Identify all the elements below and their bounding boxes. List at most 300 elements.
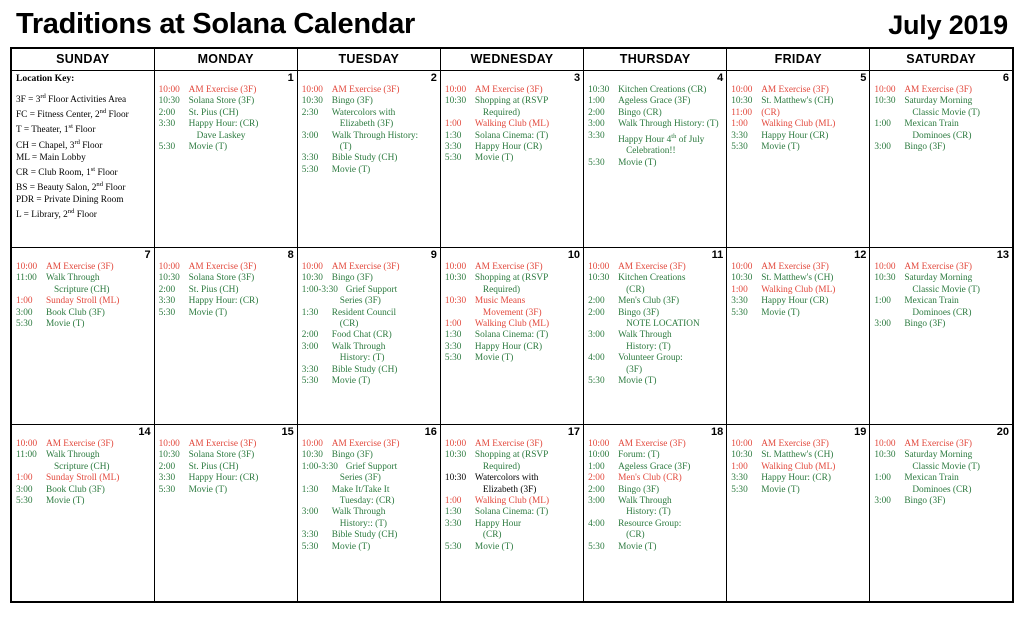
calendar-event[interactable] xyxy=(588,308,723,319)
event-time: 1:00 xyxy=(16,296,33,307)
calendar-event[interactable] xyxy=(159,273,294,284)
calendar-event[interactable] xyxy=(874,462,1009,473)
calendar-event[interactable] xyxy=(731,439,866,450)
calendar-event[interactable] xyxy=(731,119,866,130)
calendar-event[interactable] xyxy=(16,308,151,319)
event-description: History:: (T) xyxy=(339,518,388,529)
event-description: Movement (3F) xyxy=(482,307,542,318)
calendar-day-cell[interactable] xyxy=(584,71,727,248)
event-description: AM Exercise (3F) xyxy=(761,85,829,95)
event-time: 10:30 xyxy=(158,96,180,107)
calendar-event[interactable] xyxy=(159,85,294,96)
calendar-event[interactable] xyxy=(588,542,723,553)
month-label: July 2019 xyxy=(888,10,1008,40)
event-time: 3:30 xyxy=(731,130,748,141)
calendar-event[interactable] xyxy=(16,439,151,450)
event-description: AM Exercise (3F) xyxy=(904,262,972,272)
day-events xyxy=(302,439,437,553)
event-description: Walk Through xyxy=(618,330,672,341)
calendar-event[interactable] xyxy=(445,108,580,119)
event-time: 5:30 xyxy=(444,353,462,364)
event-time: 5:30 xyxy=(158,484,176,495)
event-time: 10:00 xyxy=(731,439,753,449)
event-time: 5:30 xyxy=(588,157,605,168)
calendar-event[interactable] xyxy=(445,439,580,450)
calendar-event[interactable] xyxy=(731,473,866,484)
event-time: 1:00 xyxy=(731,284,748,295)
calendar-event[interactable] xyxy=(302,485,437,496)
calendar-event[interactable] xyxy=(588,158,723,169)
event-time: 1:00 xyxy=(874,119,891,130)
calendar-event[interactable] xyxy=(445,319,580,330)
event-description: Solana Cinema: (T) xyxy=(474,130,549,141)
location-key-line: 3F = 3rd Floor Activities Area xyxy=(16,93,127,106)
calendar-event[interactable] xyxy=(445,96,580,107)
calendar-event[interactable] xyxy=(302,330,437,341)
event-description: Solana Store (3F) xyxy=(188,273,255,284)
calendar-event[interactable] xyxy=(731,262,866,273)
calendar-event[interactable] xyxy=(588,519,723,530)
event-description: Bingo (CR) xyxy=(618,107,662,118)
calendar-event[interactable] xyxy=(445,519,580,530)
event-time: 5:30 xyxy=(301,376,319,387)
event-time: 3:00 xyxy=(301,507,319,518)
calendar-day-cell[interactable] xyxy=(870,425,1013,603)
calendar-event[interactable] xyxy=(731,285,866,296)
event-description: Walking Club (ML) xyxy=(761,461,836,472)
calendar-event[interactable] xyxy=(445,142,580,153)
event-time: 5:30 xyxy=(731,307,748,318)
calendar-event[interactable] xyxy=(302,119,437,130)
calendar-event[interactable] xyxy=(874,96,1009,107)
calendar-event[interactable] xyxy=(159,108,294,119)
calendar-event[interactable] xyxy=(874,439,1009,450)
calendar-day-cell[interactable] xyxy=(584,248,727,425)
calendar-event[interactable] xyxy=(16,273,151,284)
event-description: NOTE LOCATION xyxy=(626,319,700,330)
calendar-event[interactable] xyxy=(588,450,723,461)
location-key-line: ML = Main Lobby xyxy=(16,152,86,163)
calendar-event[interactable] xyxy=(588,262,723,273)
event-description: AM Exercise (3F) xyxy=(618,439,686,449)
event-description: Shopping at (RSVP xyxy=(474,273,549,284)
calendar-event[interactable] xyxy=(588,353,723,364)
calendar-event[interactable] xyxy=(588,85,723,96)
event-description: Elizabeth (3F) xyxy=(339,119,394,130)
event-time: 10:00 xyxy=(158,439,180,449)
calendar-event[interactable] xyxy=(445,262,580,273)
event-description: AM Exercise (3F) xyxy=(188,85,257,95)
day-number: 14 xyxy=(138,426,151,438)
event-description: Movie (T) xyxy=(331,164,371,175)
calendar-header xyxy=(10,6,1014,47)
calendar-day-cell[interactable] xyxy=(154,425,297,603)
calendar-event[interactable] xyxy=(588,342,723,353)
event-time: 3:00 xyxy=(588,119,605,130)
event-description: Walk Through History: xyxy=(331,130,419,141)
calendar-event[interactable] xyxy=(588,496,723,507)
event-time: 3:00 xyxy=(16,307,33,318)
page-title: Traditions at Solana Calendar xyxy=(16,8,416,40)
calendar-event[interactable] xyxy=(445,542,580,553)
event-time: 1:30 xyxy=(301,484,319,495)
calendar-event[interactable] xyxy=(302,496,437,507)
calendar-event[interactable] xyxy=(16,285,151,296)
event-description: AM Exercise (3F) xyxy=(331,262,400,272)
event-description: Saturday Morning xyxy=(904,273,973,284)
event-time: 10:00 xyxy=(731,85,753,95)
calendar-event[interactable] xyxy=(588,273,723,284)
event-description: AM Exercise (3F) xyxy=(331,85,400,95)
calendar-event[interactable] xyxy=(874,485,1009,496)
calendar-event[interactable] xyxy=(588,473,723,484)
event-time: 4:00 xyxy=(588,518,605,529)
day-events xyxy=(159,85,294,153)
calendar-event[interactable] xyxy=(874,450,1009,461)
calendar-event[interactable] xyxy=(588,108,723,119)
calendar-event[interactable] xyxy=(588,131,723,147)
day-number: 11 xyxy=(711,249,724,261)
event-time: 10:30 xyxy=(588,85,610,95)
calendar-day-cell[interactable] xyxy=(440,425,583,603)
calendar-event[interactable] xyxy=(731,485,866,496)
event-time: 10:00 xyxy=(158,85,180,95)
calendar-event[interactable] xyxy=(588,296,723,307)
day-number: 13 xyxy=(996,249,1009,261)
calendar-day-cell[interactable] xyxy=(870,71,1013,248)
calendar-event[interactable] xyxy=(302,519,437,530)
calendar-event[interactable] xyxy=(588,146,723,157)
event-description: AM Exercise (3F) xyxy=(474,262,543,272)
calendar-day-cell[interactable] xyxy=(11,248,154,425)
calendar-event[interactable] xyxy=(302,507,437,518)
calendar-event[interactable] xyxy=(302,262,437,273)
calendar-event[interactable] xyxy=(302,285,437,296)
calendar-event[interactable] xyxy=(731,108,866,119)
event-description: Classic Movie (T) xyxy=(912,461,980,472)
calendar-event[interactable] xyxy=(159,285,294,296)
calendar-event[interactable] xyxy=(16,450,151,461)
calendar-event[interactable] xyxy=(445,85,580,96)
day-number: 6 xyxy=(1002,72,1009,84)
day-events xyxy=(302,262,437,387)
event-description: Happy Hour (CR) xyxy=(474,142,543,153)
calendar-event[interactable] xyxy=(588,119,723,130)
calendar-event[interactable] xyxy=(874,119,1009,130)
event-description: AM Exercise (3F) xyxy=(46,262,114,272)
event-description: Walking Club (ML) xyxy=(761,284,836,295)
calendar-event[interactable] xyxy=(302,142,437,153)
calendar-event[interactable] xyxy=(302,273,437,284)
location-key-line: T = Theater, 1st Floor xyxy=(16,123,96,136)
calendar-event[interactable] xyxy=(445,273,580,284)
calendar-day-cell[interactable] xyxy=(584,425,727,603)
calendar-event[interactable] xyxy=(16,296,151,307)
event-description: Movie (T) xyxy=(761,484,800,495)
calendar-event[interactable] xyxy=(445,496,580,507)
event-description: St. Matthew's (CH) xyxy=(761,96,834,107)
event-time: 10:30 xyxy=(301,96,323,107)
calendar-event[interactable] xyxy=(159,462,294,473)
event-description: (3F) xyxy=(626,364,643,375)
calendar-event[interactable] xyxy=(302,439,437,450)
event-description: Classic Movie (T) xyxy=(912,284,980,295)
event-time: 3:00 xyxy=(301,130,319,141)
calendar-event[interactable] xyxy=(588,330,723,341)
calendar-event[interactable] xyxy=(874,273,1009,284)
calendar-event[interactable] xyxy=(302,85,437,96)
calendar-event[interactable] xyxy=(16,319,151,330)
day-events xyxy=(302,85,437,176)
calendar-event[interactable] xyxy=(302,296,437,307)
calendar-event[interactable] xyxy=(16,462,151,473)
event-time: 3:30 xyxy=(444,518,462,529)
event-description: Bible Study (CH) xyxy=(331,364,398,375)
event-time: 3:30 xyxy=(301,530,319,541)
calendar-event[interactable] xyxy=(445,473,580,484)
event-description: St. Pius (CH) xyxy=(188,107,239,118)
event-time: 5:30 xyxy=(444,541,462,552)
calendar-event[interactable] xyxy=(445,119,580,130)
event-description: Movie (T) xyxy=(331,541,371,552)
calendar-event[interactable] xyxy=(874,308,1009,319)
event-description: Elizabeth (3F) xyxy=(482,484,537,495)
calendar-event[interactable] xyxy=(588,96,723,107)
event-description: Happy Hour: (CR) xyxy=(188,119,259,130)
event-time: 2:30 xyxy=(301,107,319,118)
calendar-event[interactable] xyxy=(16,473,151,484)
calendar-event[interactable] xyxy=(159,450,294,461)
calendar-event[interactable] xyxy=(874,319,1009,330)
calendar-event[interactable] xyxy=(731,462,866,473)
calendar-event[interactable] xyxy=(445,507,580,518)
weekday-header-thursday: THURSDAY xyxy=(584,48,727,71)
event-description: Movie (T) xyxy=(618,376,657,387)
calendar-event[interactable] xyxy=(874,496,1009,507)
event-description: Bingo (3F) xyxy=(904,142,946,153)
event-description: AM Exercise (3F) xyxy=(761,262,829,272)
event-time: 10:00 xyxy=(16,262,38,272)
event-description: AM Exercise (3F) xyxy=(46,439,114,449)
event-description: AM Exercise (3F) xyxy=(188,439,257,449)
calendar-event[interactable] xyxy=(159,439,294,450)
calendar-event[interactable] xyxy=(445,153,580,164)
calendar-event[interactable] xyxy=(445,131,580,142)
calendar-event[interactable] xyxy=(445,353,580,364)
event-time: 3:00 xyxy=(874,496,891,507)
calendar-event[interactable] xyxy=(302,542,437,553)
day-number: 4 xyxy=(717,72,724,84)
event-description: Bingo (3F) xyxy=(904,496,946,507)
calendar-event[interactable] xyxy=(731,85,866,96)
calendar-day-cell[interactable] xyxy=(154,248,297,425)
calendar-event[interactable] xyxy=(302,342,437,353)
calendar-event[interactable] xyxy=(445,462,580,473)
event-description: Walk Through xyxy=(331,341,386,352)
calendar-day-cell[interactable] xyxy=(11,425,154,603)
calendar-event[interactable] xyxy=(874,142,1009,153)
event-description: Saturday Morning xyxy=(904,450,973,461)
calendar-day-cell[interactable] xyxy=(440,71,583,248)
event-time: 3:30 xyxy=(158,473,176,484)
calendar-event[interactable] xyxy=(159,131,294,142)
calendar-day-cell[interactable] xyxy=(440,248,583,425)
event-time: 10:30 xyxy=(731,450,753,461)
calendar-event[interactable] xyxy=(588,439,723,450)
event-time: 3:00 xyxy=(874,142,891,153)
event-time: 3:30 xyxy=(301,364,319,375)
calendar-event[interactable] xyxy=(445,296,580,307)
event-description: Celebration!! xyxy=(626,146,676,157)
event-description: Book Club (3F) xyxy=(46,307,105,318)
event-time: 3:00 xyxy=(588,496,605,507)
calendar-event[interactable] xyxy=(874,108,1009,119)
event-description: History: (T) xyxy=(626,341,671,352)
calendar-event[interactable] xyxy=(302,153,437,164)
calendar-event[interactable] xyxy=(588,365,723,376)
calendar-event[interactable] xyxy=(159,485,294,496)
calendar-event[interactable] xyxy=(302,308,437,319)
calendar-event[interactable] xyxy=(874,262,1009,273)
calendar-event[interactable] xyxy=(731,96,866,107)
calendar-event[interactable] xyxy=(588,462,723,473)
calendar-event[interactable] xyxy=(302,473,437,484)
event-time: 10:00 xyxy=(874,85,896,95)
day-number: 17 xyxy=(567,426,581,438)
event-time: 1:00 xyxy=(444,496,462,507)
calendar-event[interactable] xyxy=(874,473,1009,484)
event-description: Make It/Take It xyxy=(331,484,390,495)
event-time: 1:00 xyxy=(874,296,891,307)
event-description: Walk Through History: (T) xyxy=(618,119,719,130)
calendar-event[interactable] xyxy=(302,353,437,364)
event-description: Happy Hour xyxy=(474,518,522,529)
calendar-event[interactable] xyxy=(588,376,723,387)
calendar-event[interactable] xyxy=(588,530,723,541)
calendar-day-cell[interactable] xyxy=(297,71,440,248)
calendar-event[interactable] xyxy=(445,342,580,353)
calendar-event[interactable] xyxy=(159,262,294,273)
calendar-day-cell[interactable] xyxy=(870,248,1013,425)
calendar-event[interactable] xyxy=(588,507,723,518)
calendar-event[interactable] xyxy=(159,296,294,307)
day-events xyxy=(588,262,723,387)
calendar-event[interactable] xyxy=(302,108,437,119)
calendar-event[interactable] xyxy=(445,308,580,319)
calendar-event[interactable] xyxy=(302,462,437,473)
event-description: Bible Study (CH) xyxy=(331,530,398,541)
calendar-event[interactable] xyxy=(16,496,151,507)
calendar-event[interactable] xyxy=(731,273,866,284)
calendar-event[interactable] xyxy=(445,285,580,296)
calendar-event[interactable] xyxy=(731,450,866,461)
event-description: Movie (T) xyxy=(188,142,228,153)
event-description: Movie (T) xyxy=(46,319,85,330)
calendar-event[interactable] xyxy=(302,530,437,541)
event-description: Series (3F) xyxy=(339,473,381,484)
event-description: St. Matthew's (CH) xyxy=(761,450,834,461)
calendar-event[interactable] xyxy=(302,165,437,176)
calendar-event[interactable] xyxy=(159,96,294,107)
calendar-body xyxy=(11,71,1013,603)
event-description: Volunteer Group: xyxy=(618,353,683,364)
calendar-event[interactable] xyxy=(731,131,866,142)
event-time: 10:30 xyxy=(874,273,896,284)
calendar-event[interactable] xyxy=(159,119,294,130)
calendar-event[interactable] xyxy=(874,131,1009,142)
calendar-event[interactable] xyxy=(588,285,723,296)
event-time: 5:30 xyxy=(158,142,176,153)
event-time: 10:30 xyxy=(588,273,610,284)
calendar-event[interactable] xyxy=(731,308,866,319)
calendar-event[interactable] xyxy=(445,530,580,541)
calendar-event[interactable] xyxy=(302,450,437,461)
calendar-day-cell[interactable] xyxy=(297,425,440,603)
calendar-event[interactable] xyxy=(302,376,437,387)
calendar-day-cell[interactable] xyxy=(297,248,440,425)
event-description: Classic Movie (T) xyxy=(912,107,980,118)
location-key-line: FC = Fitness Center, 2nd Floor xyxy=(16,108,129,121)
day-events xyxy=(159,439,294,496)
event-description: Bingo (3F) xyxy=(331,273,373,284)
day-number: 7 xyxy=(144,249,151,261)
calendar-event[interactable] xyxy=(159,142,294,153)
calendar-event[interactable] xyxy=(16,262,151,273)
event-time: 4:00 xyxy=(588,353,605,364)
calendar-event[interactable] xyxy=(445,330,580,341)
event-description: Happy Hour (CR) xyxy=(761,130,829,141)
calendar-event[interactable] xyxy=(731,142,866,153)
calendar-event[interactable] xyxy=(445,485,580,496)
event-time: 3:30 xyxy=(158,296,176,307)
event-description: Bingo (3F) xyxy=(904,319,946,330)
event-time: 10:30 xyxy=(444,450,467,461)
calendar-event[interactable] xyxy=(731,296,866,307)
weekday-header-tuesday: TUESDAY xyxy=(297,48,440,71)
event-description: Shopping at (RSVP xyxy=(474,96,549,107)
event-description: Walk Through xyxy=(618,496,672,507)
calendar-event[interactable] xyxy=(874,85,1009,96)
calendar-event[interactable] xyxy=(445,450,580,461)
event-description: Saturday Morning xyxy=(904,96,973,107)
day-events xyxy=(445,439,580,553)
event-description: Mexican Train xyxy=(904,473,959,484)
calendar-event[interactable] xyxy=(874,296,1009,307)
calendar-event[interactable] xyxy=(302,131,437,142)
calendar-day-cell[interactable] xyxy=(727,425,870,603)
calendar-event[interactable] xyxy=(588,319,723,330)
calendar-event[interactable] xyxy=(302,319,437,330)
calendar-event[interactable] xyxy=(159,473,294,484)
event-time: 2:00 xyxy=(588,307,605,318)
calendar-day-cell[interactable] xyxy=(154,71,297,248)
event-description: Scripture (CH) xyxy=(54,284,110,295)
event-time: 1:30 xyxy=(301,307,319,318)
event-time: 10:30 xyxy=(444,473,467,484)
calendar-day-cell[interactable] xyxy=(727,71,870,248)
calendar-event[interactable] xyxy=(302,365,437,376)
event-time: 10:30 xyxy=(158,450,180,461)
day-number: 18 xyxy=(710,426,724,438)
event-time: 1:30 xyxy=(444,330,462,341)
calendar-event[interactable] xyxy=(159,308,294,319)
calendar-event[interactable] xyxy=(16,485,151,496)
event-description: Walking Club (ML) xyxy=(761,119,836,130)
calendar-event[interactable] xyxy=(302,96,437,107)
calendar-event[interactable] xyxy=(588,485,723,496)
calendar-event[interactable] xyxy=(874,285,1009,296)
calendar-day-cell[interactable] xyxy=(727,248,870,425)
